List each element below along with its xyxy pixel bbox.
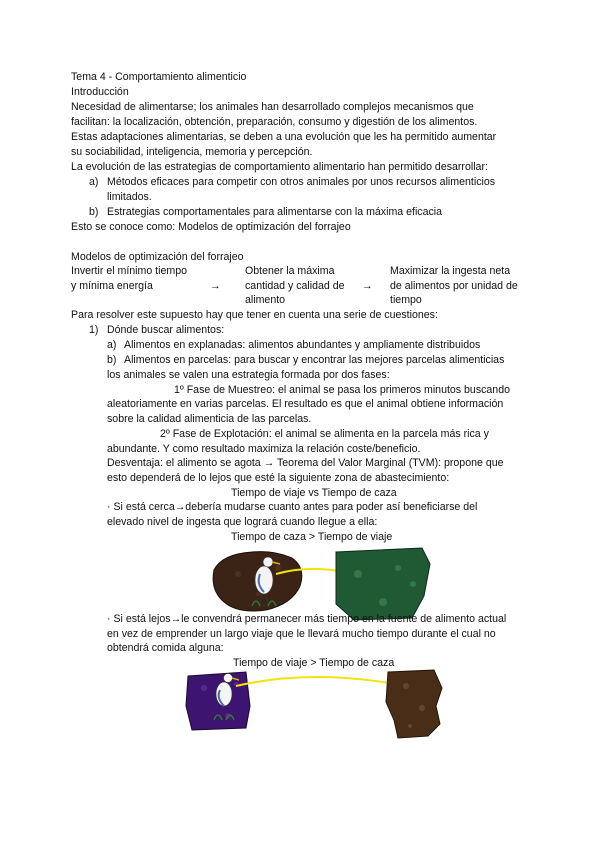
list-item-text: Métodos eficaces para competir con otros animales por unos recursos alimenticios [107,176,496,188]
paragraph-line: Desventaja: el alimento se agota → Teorema del Valor Marginal (TVM): propone que [107,457,504,469]
list-item-text: Estrategias comportamentales para alimentarse con la máxima eficacia [107,206,443,218]
centered-caption: Tiempo de viaje vs Tiempo de caza [231,487,397,499]
next-patch-brown [386,670,442,738]
list-item-text: Alimentos en parcelas: para buscar y encontrar las mejores parcelas alimenticias [124,354,505,366]
list-item-text: Dónde buscar alimentos: [107,324,225,336]
column-text: y mínima energía [71,280,153,292]
paragraph-line: Esto se conoce como: Modelos de optimización del forrajeo [71,221,351,233]
column-text: Obtener la máxima [245,265,335,277]
paragraph-line: facilitan: la localización, obtención, preparación, consumo y digestión de los alimentos. [71,116,478,128]
paragraph-line: obtendrá comida alguna: [107,642,224,654]
column-text: alimento [245,294,286,306]
list-marker: b) [107,354,117,366]
arrow-right: → [210,280,221,292]
column-text: Maximizar la ingesta neta [390,265,511,277]
paragraph-line: · Si está cerca→debería mudarse cuanto antes para poder así beneficiarse del [107,501,478,513]
list-item-text: Alimentos en explanadas: alimentos abundantes y ampliamente distribuidos [124,339,481,351]
list-marker: 1) [89,324,99,336]
travel-arrow [236,677,406,686]
list-marker: a) [89,176,99,188]
paragraph-line: su sociabilidad, inteligencia, memoria y percepción. [71,146,313,158]
paragraph-line: Para resolver este supuesto hay que tener en cuenta una serie de cuestiones: [71,309,438,321]
list-marker: a) [107,339,117,351]
paragraph-line: Estas adaptaciones alimentarias, se deben a una evolución que les ha permitido aumentar [71,131,497,143]
list-item-text: limitados. [107,191,152,203]
paragraph-line: La evolución de las estrategias de comportamiento alimentario han permitido desarrollar: [71,161,488,173]
list-marker: b) [89,206,99,218]
section-heading: Introducción [71,86,129,98]
document-title: Tema 4 - Comportamiento alimenticio [71,71,247,83]
paragraph-line: · Si está lejos→le convendrá permanecer más tiempo en la fuente de alimento actual [107,613,507,625]
column-text: cantidad y calidad de [245,280,345,292]
section-heading: Modelos de optimización del forrajeo [71,251,244,263]
centered-caption: Tiempo de viaje > Tiempo de caza [233,657,395,669]
paragraph-line: aleatoriamente en varias parcelas. El resultado es que el animal obtiene información [107,398,504,410]
paragraph-line: esto dependerá de lo lejos que esté la siguiente zona de abastecimiento: [107,472,450,484]
paragraph-line: abundante. Y como resultado maximiza la relación coste/beneficio. [107,443,421,455]
column-text: tiempo [390,294,422,306]
paragraph-line: elevado nivel de ingesta que logrará cuando llegue a ella: [107,516,378,528]
centered-caption: Tiempo de caza > Tiempo de viaje [231,531,393,543]
paragraph-line: en vez de emprender un largo viaje que le llevará mucho tiempo durante el cual no [107,628,496,640]
paragraph-line: sobre la calidad alimenticia de las parcelas. [107,413,312,425]
list-item-text: los animales se valen una estrategia formada por dos fases: [107,369,390,381]
near-patch-illustration [208,544,438,624]
arrow-right: → [362,280,373,292]
paragraph-line: 2º Fase de Explotación: el animal se alimenta en la parcela más rica y [160,428,489,440]
column-text: de alimentos por unidad de [390,280,518,292]
column-text: Invertir el mínimo tiempo [71,265,187,277]
far-patch-illustration [184,666,446,742]
paragraph-line: 1º Fase de Muestreo: el animal se pasa los primeros minutos buscando [174,384,510,396]
paragraph-line: Necesidad de alimentarse; los animales han desarrollado complejos mecanismos que [71,101,474,113]
